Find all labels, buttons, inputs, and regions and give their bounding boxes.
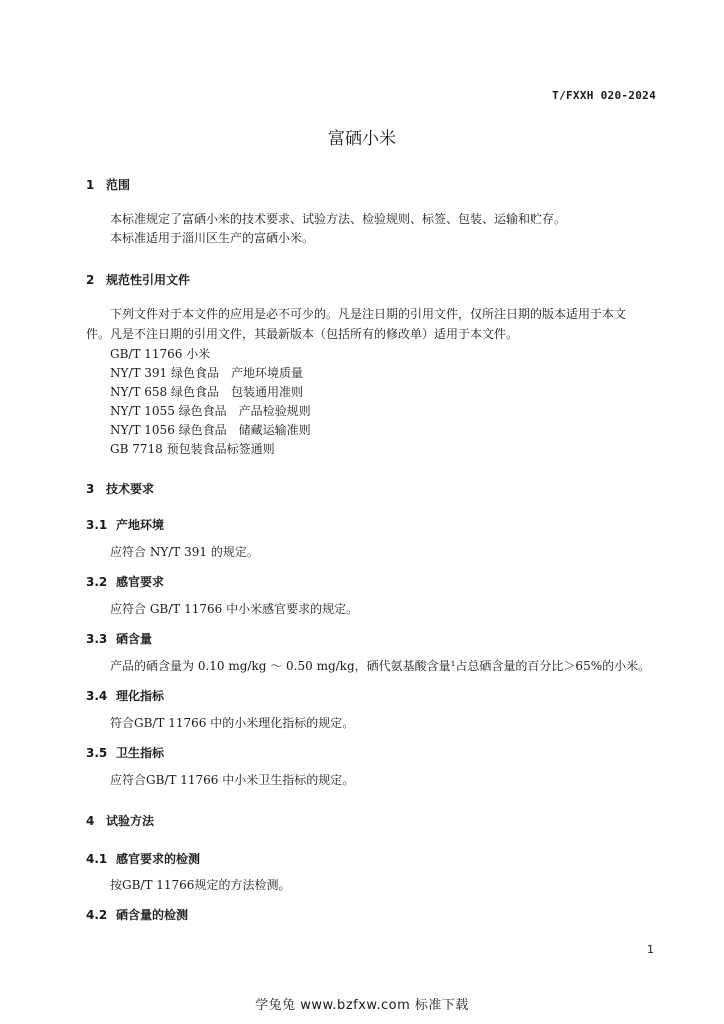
subsection-title: 硒含量	[116, 632, 153, 646]
subsection-number: 4.2	[86, 908, 108, 922]
subsection-title: 感官要求	[116, 575, 165, 589]
subsection-number: 3.3	[86, 632, 108, 646]
subsection-number: 3.5	[86, 746, 108, 760]
reference-item: NY/T 1056 绿色食品 储藏运输准则	[110, 423, 311, 437]
subsection-title: 理化指标	[116, 689, 165, 703]
paragraph-intro-line-1: 下列文件对于本文件的应用是必不可少的。凡是注日期的引用文件，仅所注日期的版本适用于本文	[110, 307, 627, 321]
paragraph-scope-1: 本标准规定了富硒小米的技术要求、试验方法、检验规则、标签、包装、运输和贮存。	[110, 212, 567, 226]
reference-item: NY/T 658 绿色食品 包装通用准则	[110, 385, 304, 399]
subsection-heading-3-5	[86, 744, 164, 761]
paragraph-4-1: 按GB/T 11766规定的方法检测。	[110, 878, 291, 892]
paragraph-intro-line-2: 件。凡是不注日期的引用文件，其最新版本（包括所有的修改单）适用于本文件。	[86, 327, 519, 341]
paragraph-3-2: 应符合 GB/T 11766 中小米感官要求的规定。	[110, 602, 359, 616]
paragraph-3-4: 符合GB/T 11766 中的小米理化指标的规定。	[110, 716, 355, 730]
section-number: 4	[86, 814, 95, 828]
paragraph-scope-2: 本标准适用于淄川区生产的富硒小米。	[110, 231, 315, 245]
subsection-title: 卫生指标	[116, 746, 165, 760]
paragraph-3-5: 应符合GB/T 11766 中小米卫生指标的规定。	[110, 773, 355, 787]
section-title: 试验方法	[106, 814, 155, 828]
section-title: 范围	[106, 178, 131, 192]
subsection-heading-3-4	[86, 687, 164, 704]
reference-item: NY/T 1055 绿色食品 产品检验规则	[110, 404, 311, 418]
section-title: 规范性引用文件	[106, 273, 191, 287]
subsection-heading-4-2	[86, 906, 188, 923]
section-heading-2	[86, 271, 190, 288]
section-number: 1	[86, 178, 95, 192]
reference-item: GB/T 11766 小米	[110, 347, 211, 361]
section-heading-4	[86, 812, 154, 829]
footer-watermark: 学兔兔 www.bzfxw.com 标准下载	[255, 998, 469, 1013]
subsection-number: 4.1	[86, 852, 108, 866]
paragraph-3-1: 应符合 NY/T 391 的规定。	[110, 545, 259, 559]
subsection-title: 感官要求的检测	[116, 852, 201, 866]
section-heading-1	[86, 176, 130, 193]
section-number: 2	[86, 273, 95, 287]
subsection-number: 3.4	[86, 689, 108, 703]
subsection-heading-3-2	[86, 573, 164, 590]
subsection-number: 3.2	[86, 575, 108, 589]
document-title: 富硒小米	[328, 129, 396, 149]
section-title: 技术要求	[106, 482, 155, 496]
subsection-title: 产地环境	[116, 518, 165, 532]
section-heading-3	[86, 480, 154, 497]
subsection-heading-4-1	[86, 850, 200, 867]
subsection-number: 3.1	[86, 518, 108, 532]
reference-item: NY/T 391 绿色食品 产地环境质量	[110, 366, 304, 380]
subsection-title: 硒含量的检测	[116, 908, 189, 922]
paragraph-3-3: 产品的硒含量为 0.10 mg/kg ～ 0.50 mg/kg，硒代氨基酸含量¹占总硒含量的百分比＞65%的小米。	[110, 659, 651, 673]
subsection-heading-3-1	[86, 516, 164, 533]
standard-number: T/FXXH 020-2024	[552, 89, 656, 102]
section-number: 3	[86, 482, 95, 496]
reference-item: GB 7718 预包装食品标签通则	[110, 442, 275, 456]
subsection-heading-3-3	[86, 630, 152, 647]
page-number: 1	[647, 943, 654, 956]
